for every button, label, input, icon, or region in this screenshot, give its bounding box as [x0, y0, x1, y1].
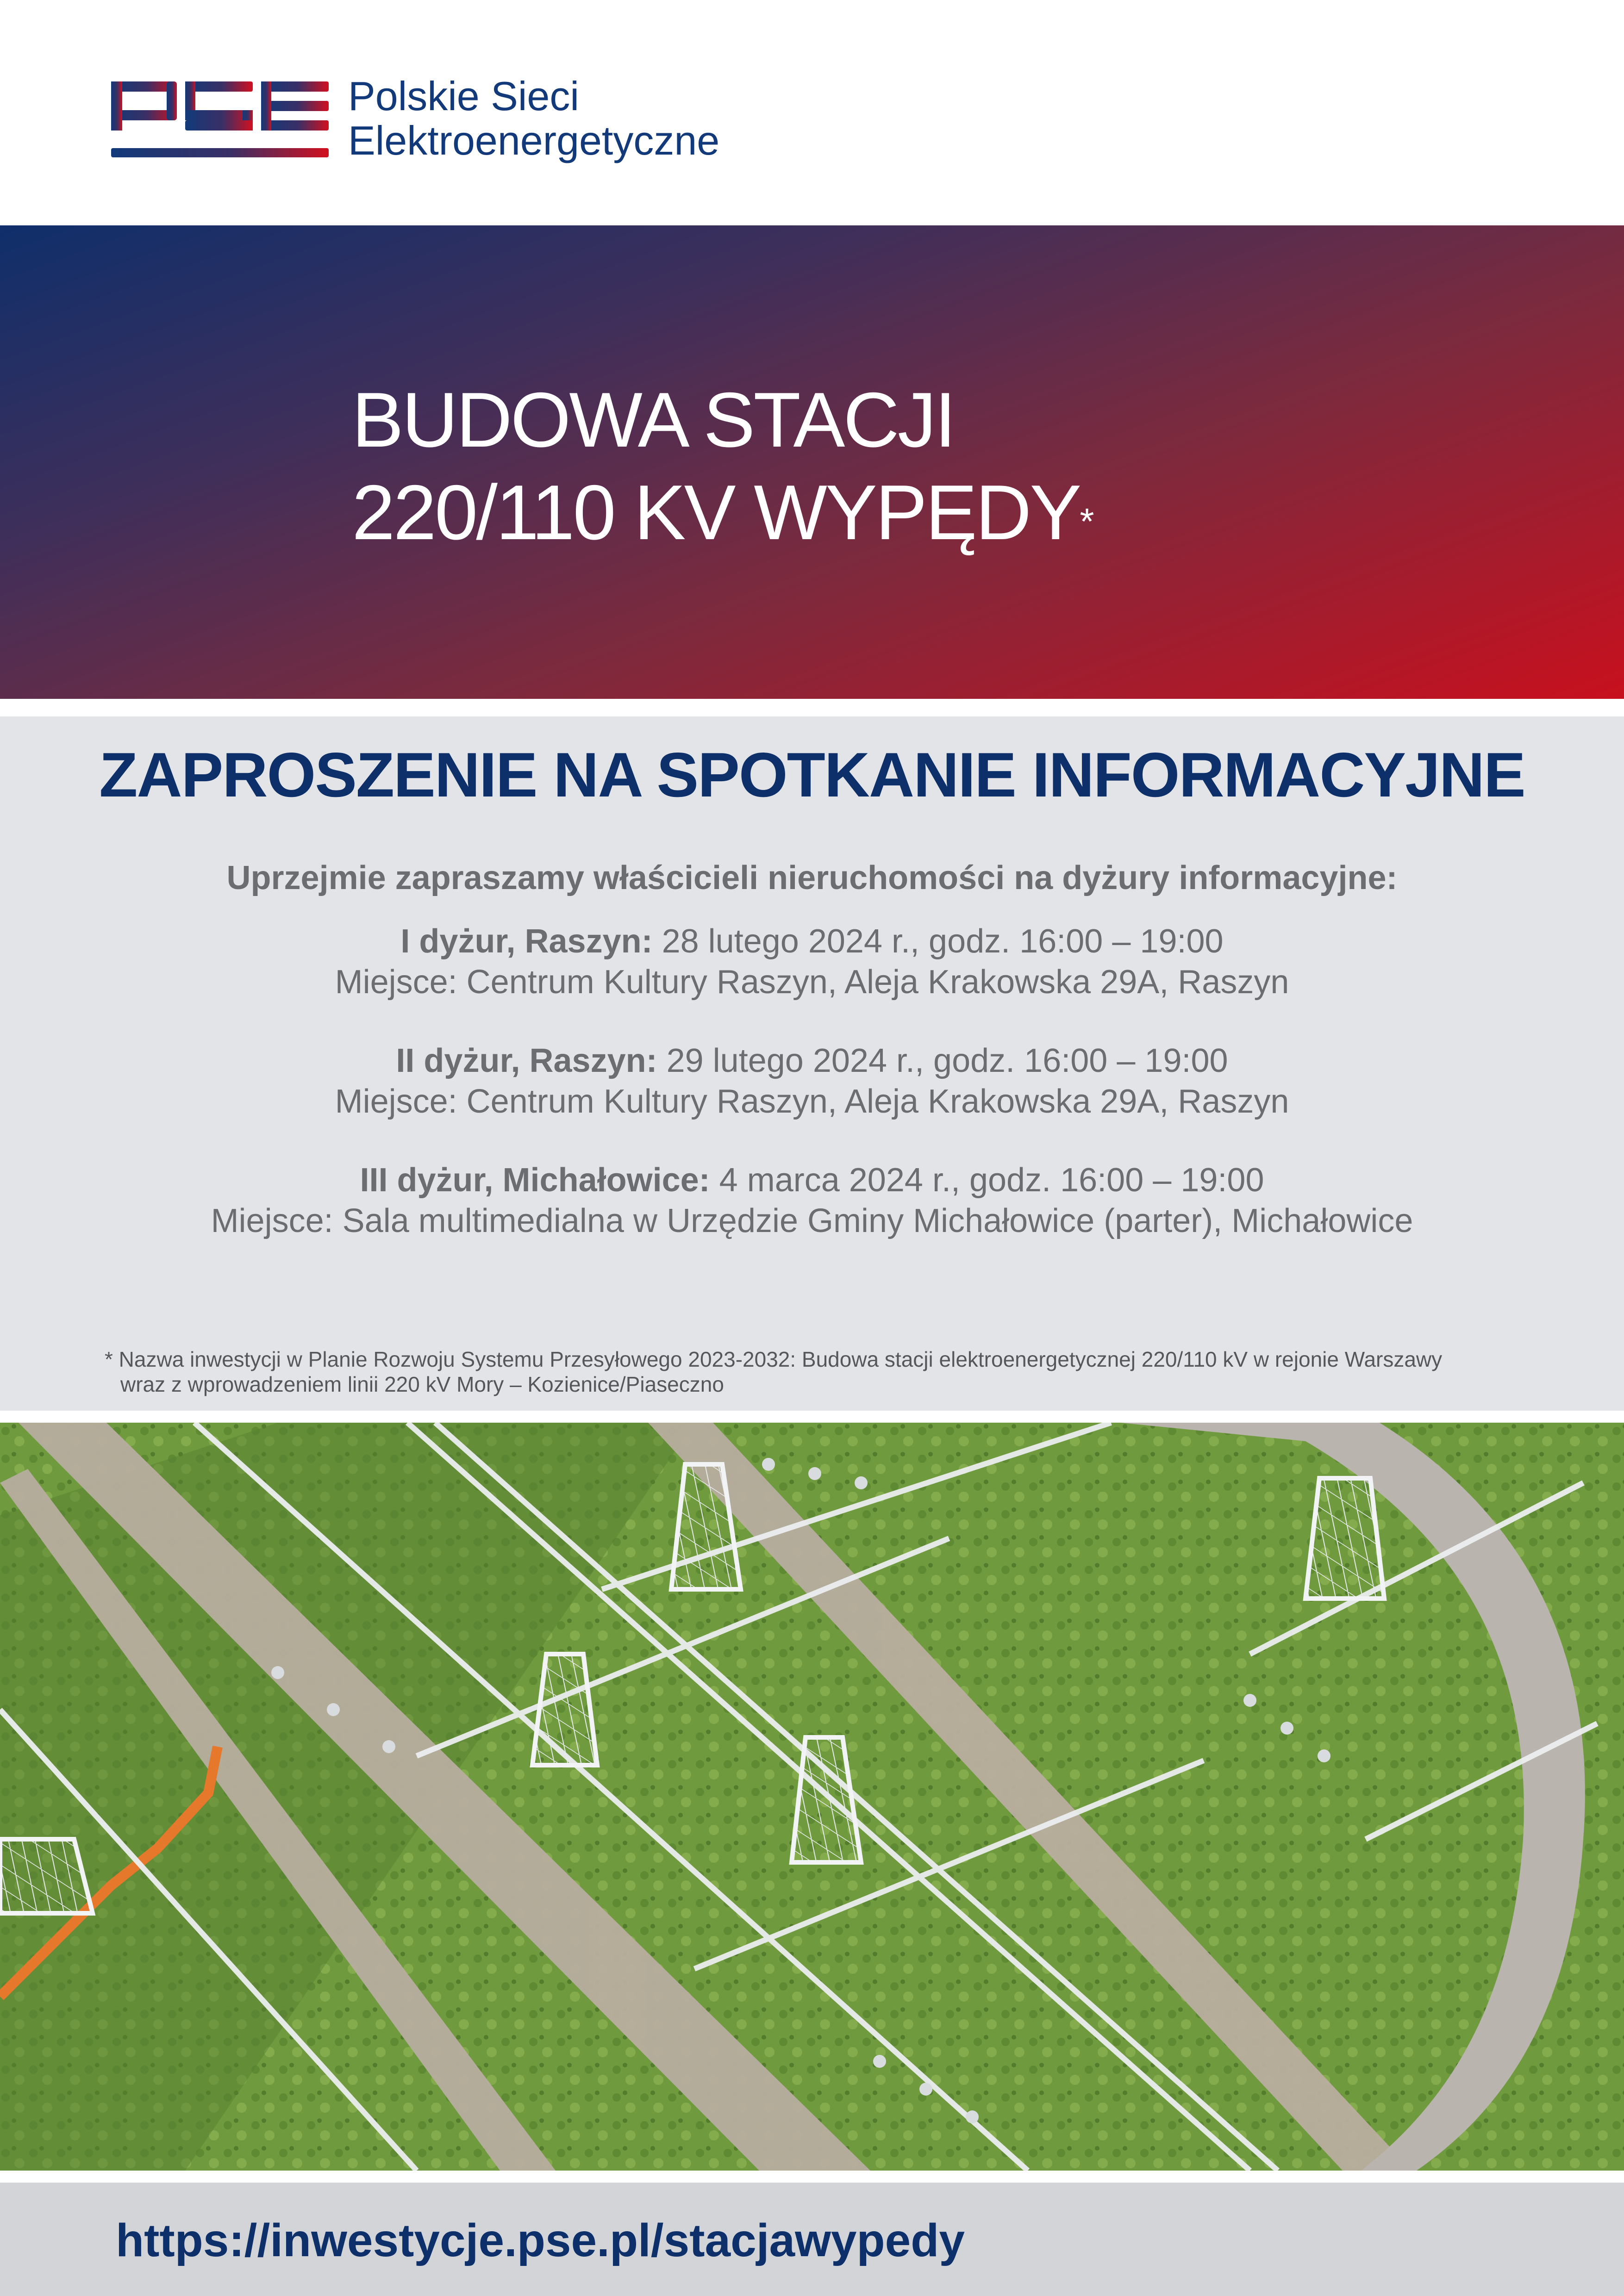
- hero-title-line2: [352, 466, 1093, 559]
- invitation-panel: [0, 716, 1624, 1411]
- company-name-line2: Elektroenergetyczne: [348, 118, 720, 163]
- hero-title-line2-text: 220/110 KV WYPĘDY: [352, 469, 1080, 556]
- hero-banner: [0, 225, 1624, 699]
- duty-label: I dyżur, Raszyn:: [400, 923, 653, 960]
- pse-logo: [111, 80, 329, 163]
- hero-title-line1: BUDOWA STACJI: [352, 376, 955, 463]
- invitation-intro: Uprzejmie zapraszamy właścicieli nieruchomości na dyżury informacyjne:: [226, 859, 1398, 896]
- duty-date: 28 lutego 2024 r., godz. 16:00 – 19:00: [652, 923, 1224, 960]
- footer: [0, 2183, 1624, 2296]
- hero-title: [352, 373, 1093, 559]
- duty-label: III dyżur, Michałowice:: [360, 1162, 710, 1199]
- duty-place: Miejsce: Sala multimedialna w Urzędzie Gminy Michałowice (parter), Michałowice: [211, 1202, 1413, 1239]
- invitation-heading: ZAPROSZENIE NA SPOTKANIE INFORMACYJNE: [99, 740, 1525, 810]
- footnote-line2: wraz z wprowadzeniem linii 220 kV Mory – Kozienice/Piaseczno: [120, 1372, 724, 1396]
- header: [0, 0, 1624, 225]
- duty-item-2: [0, 1040, 1624, 1122]
- duty-label: II dyżur, Raszyn:: [396, 1042, 657, 1079]
- company-name-line1: Polskie Sieci: [348, 73, 579, 119]
- duty-when: [0, 921, 1624, 962]
- duty-item-1: [0, 921, 1624, 1002]
- substation-aerial-photo: [0, 1423, 1624, 2171]
- duty-item-3: [0, 1160, 1624, 1241]
- company-name: [348, 74, 719, 163]
- duty-place: Miejsce: Centrum Kultury Raszyn, Aleja Krakowska 29A, Raszyn: [335, 1083, 1289, 1120]
- duty-when: [0, 1040, 1624, 1081]
- duty-when: [0, 1160, 1624, 1201]
- footnote-line1: * Nazwa inwestycji w Planie Rozwoju Systemu Przesyłowego 2023-2032: Budowa stacji elektroenergetycznej 220/110 kV w rejonie Warszawy: [105, 1347, 1443, 1371]
- duty-place: Miejsce: Centrum Kultury Raszyn, Aleja Krakowska 29A, Raszyn: [335, 964, 1289, 1001]
- duty-date: 29 lutego 2024 r., godz. 16:00 – 19:00: [657, 1042, 1228, 1079]
- substation-photo-illustration: [0, 1423, 1624, 2171]
- duty-date: 4 marca 2024 r., godz. 16:00 – 19:00: [710, 1162, 1264, 1199]
- footnote: [105, 1347, 1540, 1397]
- investment-url-link[interactable]: https://inwestycje.pse.pl/stacjawypedy: [116, 2215, 965, 2266]
- hero-title-asterisk: *: [1080, 501, 1093, 542]
